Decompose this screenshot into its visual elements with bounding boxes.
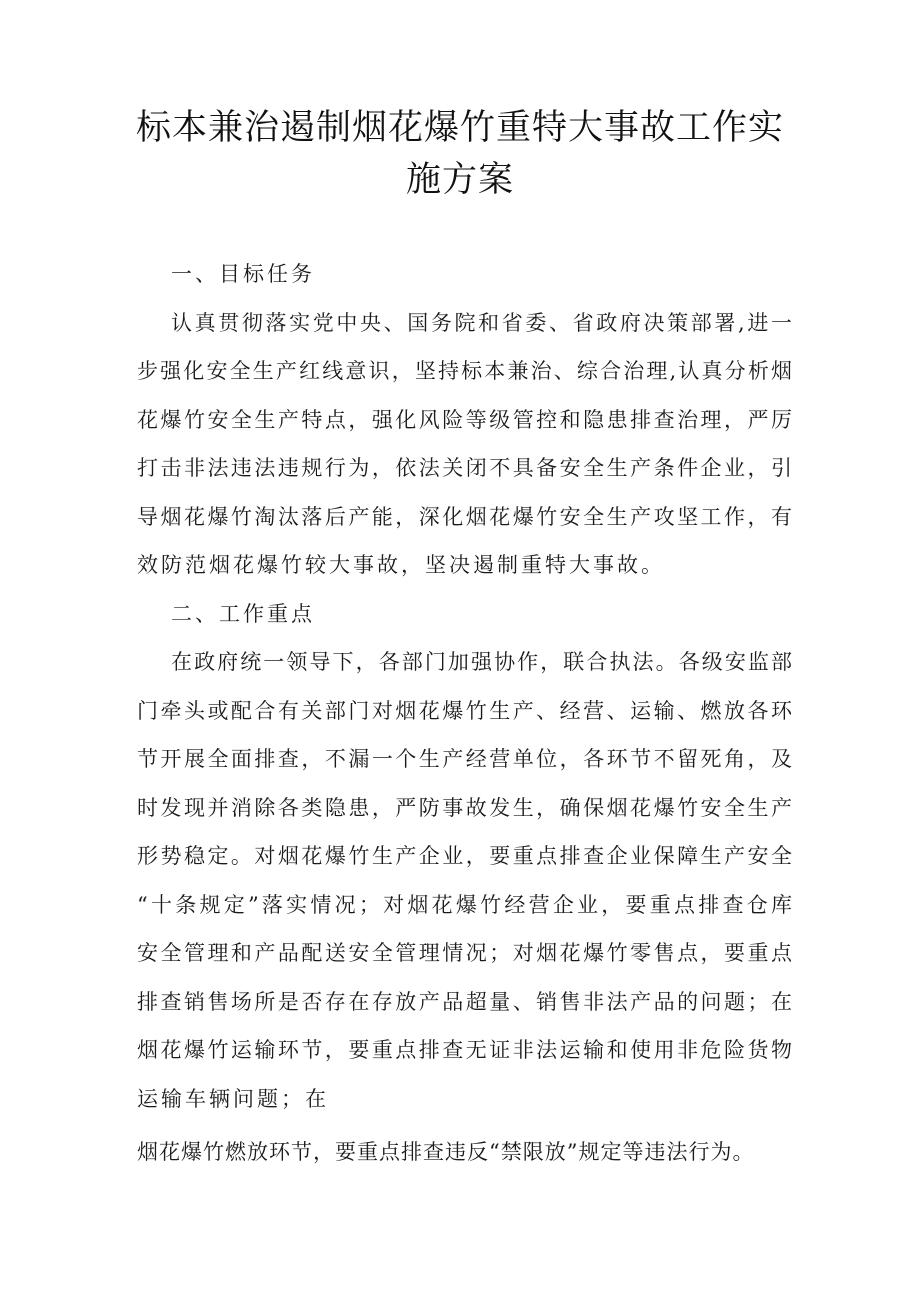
paragraph-line: 效防范烟花爆竹较大事故，坚决遏制重特大事故。 [137, 553, 665, 577]
paragraph-line: 花爆竹安全生产特点，强化风险等级管控和隐患排查治理，严厉 [137, 407, 792, 432]
paragraph-line: 形势稳定。对烟花爆竹生产企业，要重点排查企业保障生产安全 [137, 844, 792, 868]
paragraph-line: 节开展全面排查，不漏一个生产经营单位，各环节不留死角，及 [137, 747, 792, 771]
paragraph-line: 门牵头或配合有关部门对烟花爆竹生产、经营、运输、燃放各环 [137, 698, 792, 723]
paragraph-line: 运输车辆问题；在 [137, 1086, 329, 1111]
paragraph-line: “十条规定”落实情况；对烟花爆竹经营企业，要重点排查仓库 [137, 892, 792, 917]
paragraph-line: 认真贯彻落实党中央、国务院和省委、省政府决策部署,进一 [171, 310, 792, 335]
paragraph-line: 打击非法违法违规行为，依法关闭不具备安全生产条件企业，引 [137, 456, 792, 480]
title-line-2: 施方案 [405, 160, 514, 200]
paragraph-line: 排查销售场所是否存在存放产品超量、销售非法产品的问题；在 [137, 989, 792, 1014]
paragraph-line: 安全管理和产品配送安全管理情况；对烟花爆竹零售点，要重点 [137, 941, 792, 965]
paragraph-line: 时发现并消除各类隐患，严防事故发生，确保烟花爆竹安全生产 [137, 795, 792, 820]
document-body [137, 250, 792, 1177]
title-line-1: 标本兼治遏制烟花爆竹重特大事故工作实 [135, 108, 784, 148]
paragraph-line: 步强化安全生产红线意识，坚持标本兼治、综合治理,认真分析烟 [137, 359, 792, 383]
section-heading-goals: 一、目标任务 [171, 262, 315, 286]
paragraph-line: 烟花爆竹燃放环节，要重点排查违反“禁限放”规定等违法行为。 [137, 1140, 755, 1164]
document-title [0, 102, 920, 206]
paragraph-line: 在政府统一领导下，各部门加强协作，联合执法。各级安监部 [171, 650, 792, 674]
section-heading-priorities: 二、工作重点 [171, 601, 315, 626]
paragraph-line: 导烟花爆竹淘汰落后产能，深化烟花爆竹安全生产攻坚工作，有 [137, 504, 792, 529]
paragraph-line: 烟花爆竹运输环节，要重点排查无证非法运输和使用非危险货物 [137, 1038, 792, 1062]
